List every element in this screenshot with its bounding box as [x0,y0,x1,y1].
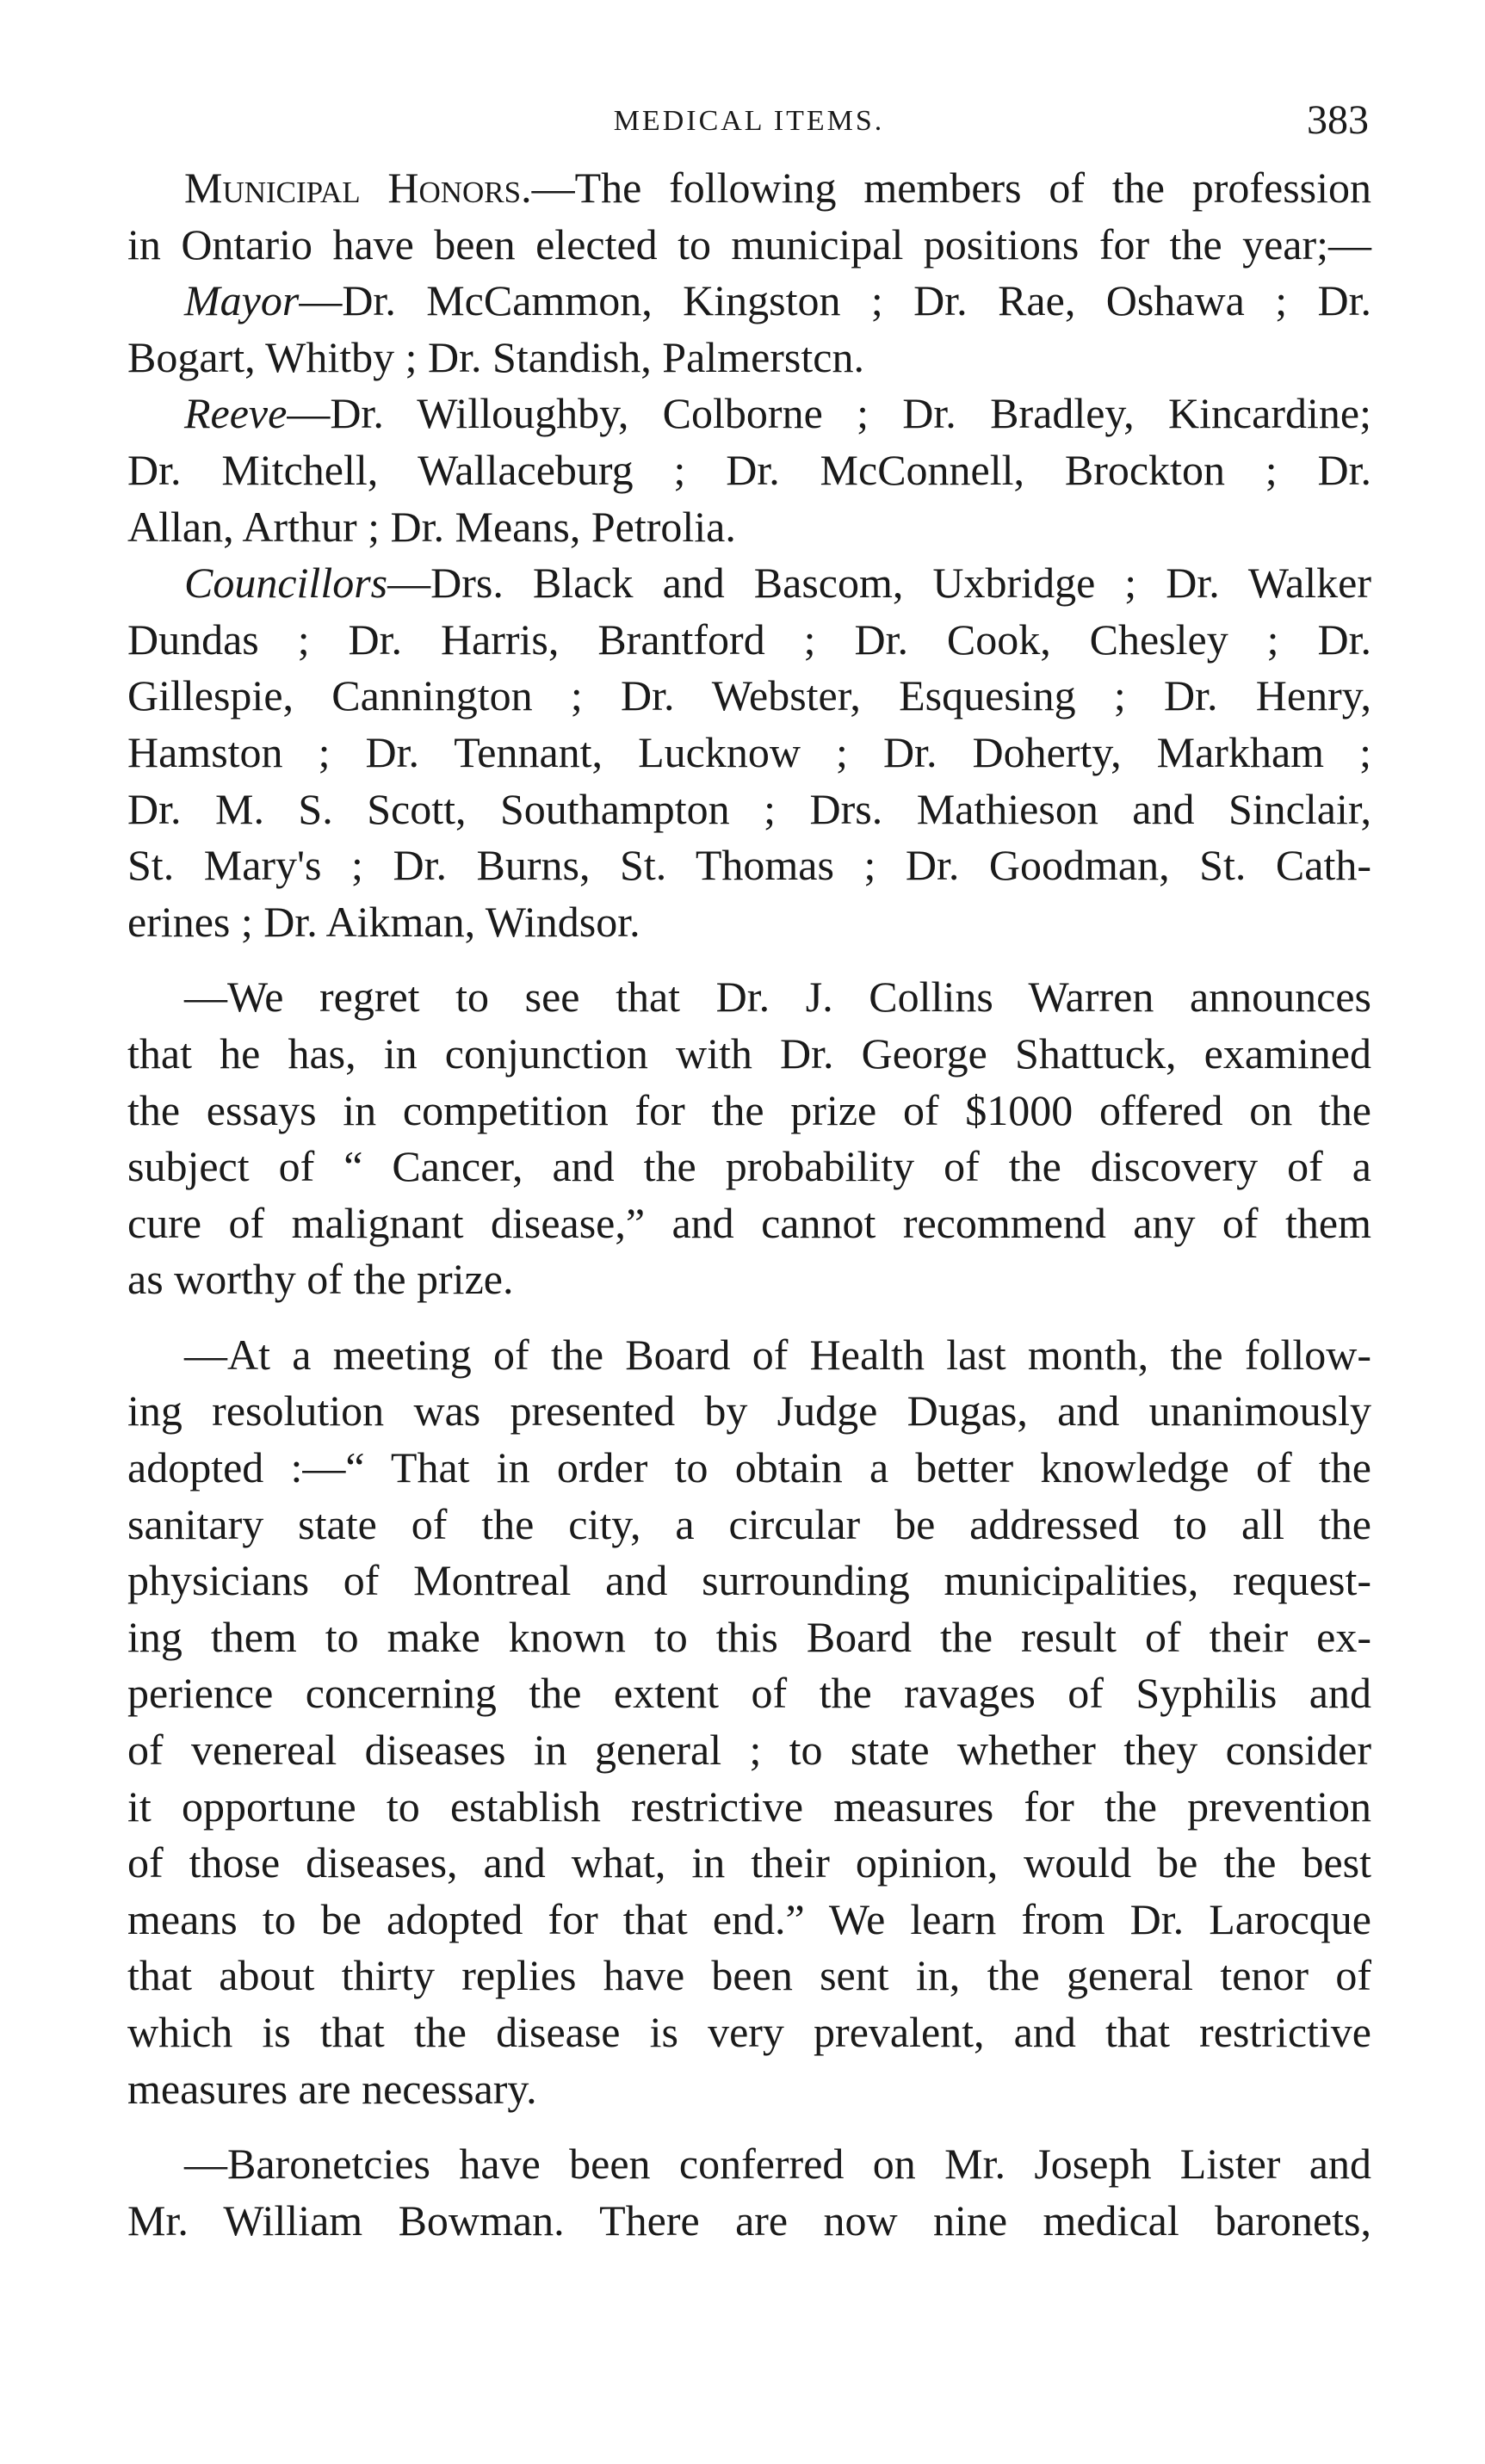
text-line [127,969,1371,1026]
line-text: Bogart, Whitby ; Dr. Standish, Palmerstcn. [127,332,864,381]
section-heading: Municipal Honors. [184,164,532,212]
line-text: Hamston ; Dr. Tennant, Lucknow ; Dr. Doherty, Markham ; [127,727,1371,776]
text-line [127,1327,1371,1384]
text-line [127,1722,1371,1779]
category-label: Mayor [184,276,300,325]
line-text: that about thirty replies have been sent in, the general tenor of [127,1951,1371,2000]
text-line [127,894,1371,951]
paragraph-gap [127,2117,1371,2136]
text-line [127,1665,1371,1722]
line-text: measures are necessary. [127,2064,537,2113]
paragraph-gap [127,1308,1371,1327]
line-text: —Drs. Black and Bascom, Uxbridge ; Dr. Walker [387,559,1371,608]
running-title: MEDICAL ITEMS. [613,105,885,137]
category-label: Councillors [184,559,388,608]
text-line [127,1553,1371,1609]
text-line [127,1251,1371,1308]
line-text: St. Mary's ; Dr. Burns, St. Thomas ; Dr. Goodman, St. Cath- [127,841,1371,890]
line-text: in Ontario have been elected to municipal positions for the year;— [127,219,1371,269]
line-text: adopted :—“ That in order to obtain a better knowledge of the [127,1443,1371,1492]
paragraph-municipal-honors [127,160,1371,950]
text-line [127,2193,1371,2250]
page-number: 383 [1307,97,1369,143]
line-text: Gillespie, Cannington ; Dr. Webster, Esquesing ; Dr. Henry, [127,671,1371,720]
line-text: ing resolution was presented by Judge Dugas, and unanimously [127,1386,1371,1436]
body-text [127,160,1371,2249]
text-line [127,1083,1371,1139]
line-text: cure of malignant disease,” and cannot recommend any of them [127,1198,1371,1247]
line-text: means to be adopted for that end.” We learn from Dr. Larocque [127,1894,1371,1943]
line-text: Dr. Mitchell, Wallaceburg ; Dr. McConnell, Brockton ; Dr. [127,445,1371,494]
text-line [127,1440,1371,1497]
text-line [127,1026,1371,1083]
text-line [127,781,1371,838]
line-text: —Dr. McCammon, Kingston ; Dr. Rae, Oshawa ; Dr. [299,276,1371,325]
paragraph-warren-prize [127,969,1371,1308]
text-line [127,1948,1371,2004]
line-text: perience concerning the extent of the ravages of Syphilis and [127,1669,1371,1718]
line-text: ing them to make known to this Board the result of their ex- [127,1612,1371,1661]
line-text: —At a meeting of the Board of Health last month, the follow- [184,1330,1371,1379]
text-line [127,2061,1371,2118]
line-text: —Baronetcies have been conferred on Mr. Joseph Lister and [184,2140,1371,2189]
paragraph-baronetcies [127,2136,1371,2249]
line-text: it opportune to establish restrictive measures for the prevention [127,1782,1371,1831]
text-line [127,668,1371,725]
text-line [127,837,1371,894]
line-text: as worthy of the prize. [127,1255,514,1304]
paragraph-gap [127,950,1371,969]
category-label: Reeve [184,389,288,438]
line-text: Dundas ; Dr. Harris, Brantford ; Dr. Cook, Chesley ; Dr. [127,614,1371,664]
text-line [127,1383,1371,1440]
text-line [127,273,1371,330]
line-text: which is that the disease is very prevalent, and that restrictive [127,2008,1371,2056]
text-line [127,160,1371,217]
line-text: the essays in competition for the prize of $1000 offered on the [127,1085,1371,1134]
line-text: —We regret to see that Dr. J. Collins Warren announces [184,973,1371,1022]
text-line [127,1139,1371,1195]
line-text: physicians of Montreal and surrounding municipalities, request- [127,1556,1371,1605]
line-text: Allan, Arthur ; Dr. Means, Petrolia. [127,502,736,551]
running-head [129,96,1369,148]
text-line [127,1779,1371,1836]
text-line [127,612,1371,669]
line-text: subject of “ Cancer, and the probability of the discovery of a [127,1142,1371,1191]
text-line [127,2004,1371,2061]
text-line [127,217,1371,274]
line-text: Dr. M. S. Scott, Southampton ; Drs. Mathieson and Sinclair, [127,784,1371,833]
line-text: of venereal diseases in general ; to state whether they consider [127,1726,1371,1775]
line-text: erines ; Dr. Aikman, Windsor. [127,897,640,946]
text-line [127,1195,1371,1252]
text-line [127,725,1371,781]
line-text: —The following members of the profession [531,164,1371,212]
line-text: sanitary state of the city, a circular be addressed to all the [127,1499,1371,1548]
text-line [127,2136,1371,2193]
line-text: Mr. William Bowman. There are now nine medical baronets, [127,2195,1371,2245]
line-text: —Dr. Willoughby, Colborne ; Dr. Bradley, Kincardine; [287,389,1371,438]
text-line [127,555,1371,612]
line-text: of those diseases, and what, in their opinion, would be the best [127,1838,1371,1887]
text-line [127,1892,1371,1948]
text-line [127,1609,1371,1666]
text-line [127,386,1371,442]
text-line [127,1497,1371,1553]
text-line [127,1835,1371,1892]
paragraph-board-of-health [127,1327,1371,2117]
text-line [127,442,1371,499]
line-text: that he has, in conjunction with Dr. George Shattuck, examined [127,1028,1371,1078]
text-line [127,499,1371,556]
text-line [127,330,1371,386]
